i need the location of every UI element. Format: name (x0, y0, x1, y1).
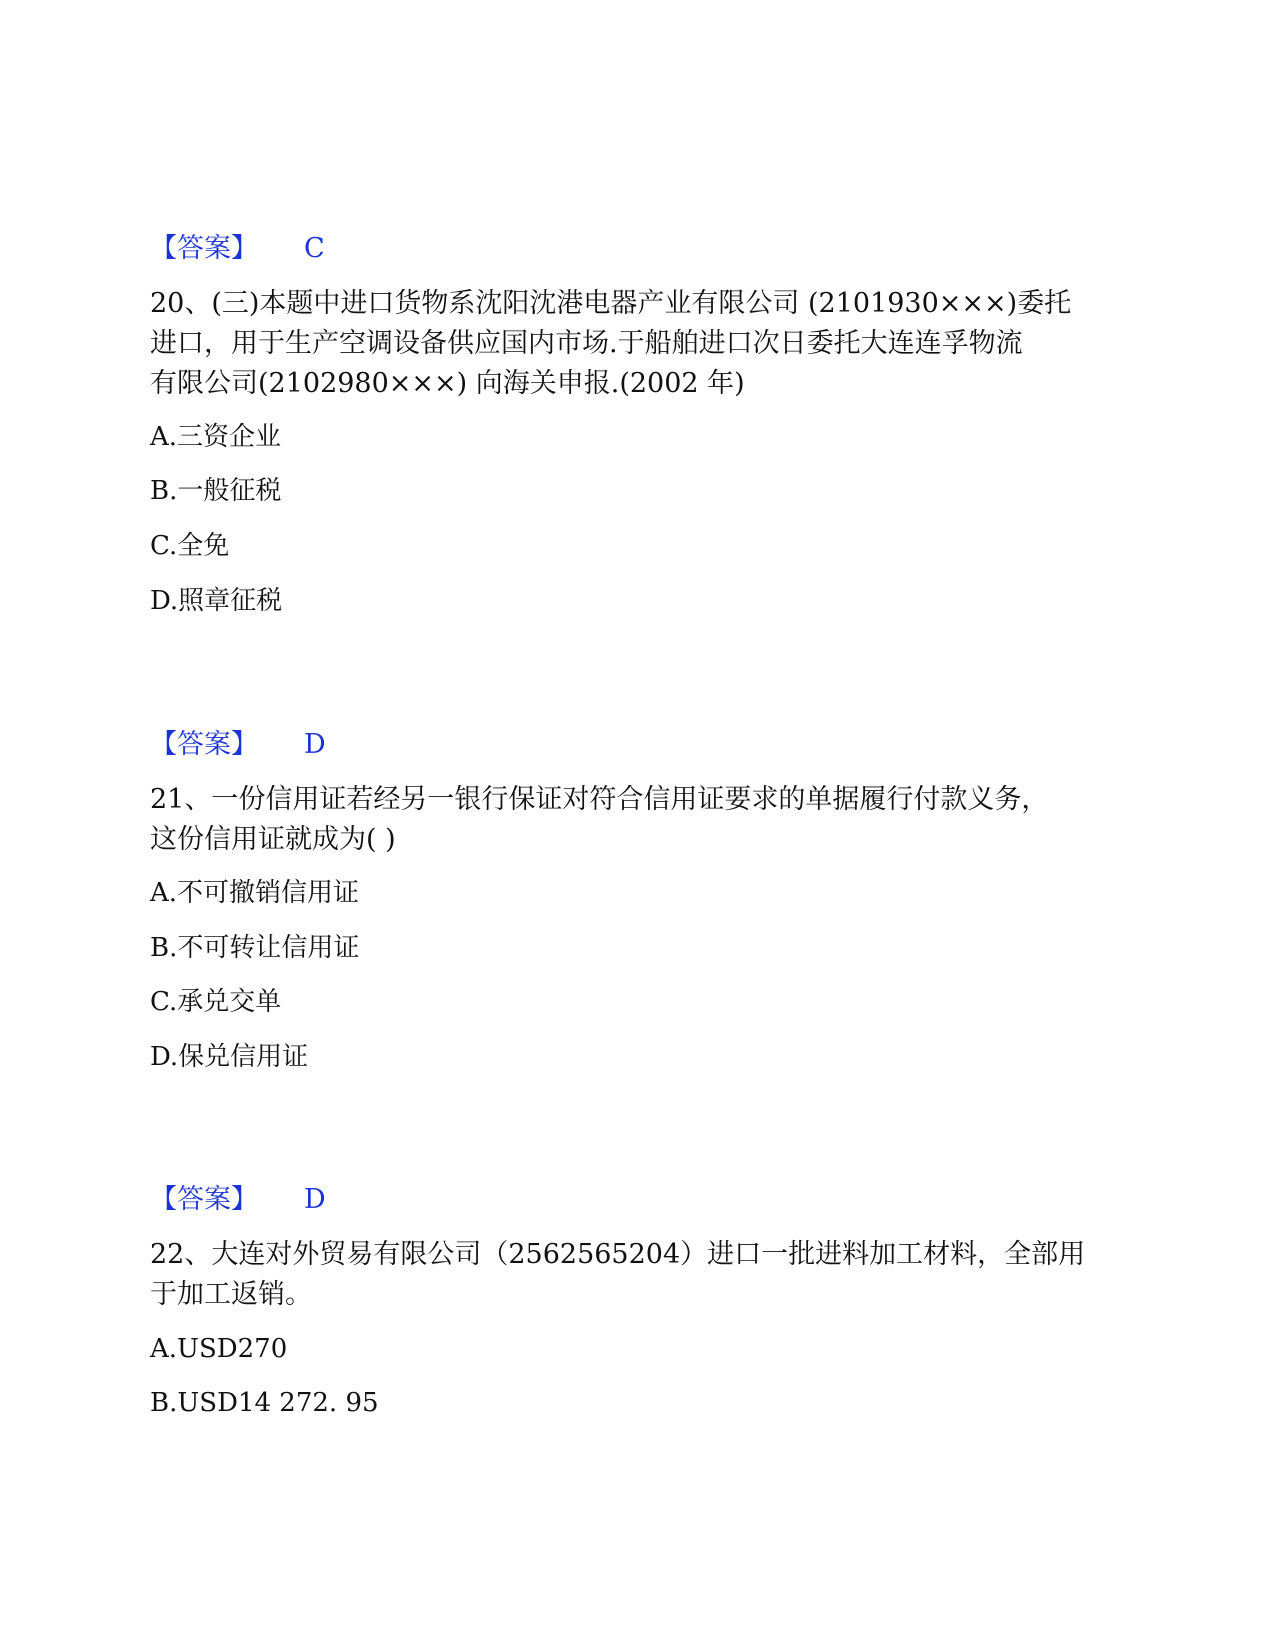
option-d: D.照章征税 (150, 586, 283, 616)
answer-value: D (304, 1184, 326, 1215)
question-20 (150, 284, 1110, 404)
option-c: C.承兑交单 (150, 987, 282, 1017)
question-line: 22、大连对外贸易有限公司（2562565204）进口一批进料加工材料，全部用 (150, 1239, 1086, 1270)
option-a: A.USD270 (150, 1334, 288, 1364)
answer-value: D (304, 729, 326, 760)
option-d: D.保兑信用证 (150, 1042, 309, 1072)
option-b: B.不可转让信用证 (150, 933, 360, 963)
question-line: 这份信用证就成为( ) (150, 824, 396, 855)
question-line: 21、一份信用证若经另一银行保证对符合信用证要求的单据履行付款义务， (150, 784, 1049, 815)
answer-label: 【答案】 (150, 729, 258, 760)
answer-label: 【答案】 (150, 1184, 258, 1215)
option-a: A.不可撤销信用证 (150, 878, 360, 908)
question-22 (150, 1235, 1110, 1315)
answer-line (150, 1183, 326, 1217)
question-line: 有限公司(2102980×××) 向海关申报.(2002 年) (150, 368, 745, 399)
option-c: C.全免 (150, 531, 230, 561)
question-21 (150, 780, 1110, 860)
question-line: 进口，用于生产空调设备供应国内市场.于船舶进口次日委托大连连孚物流 (150, 328, 1023, 359)
answer-line (150, 728, 326, 762)
option-b: B.USD14 272. 95 (150, 1388, 379, 1418)
answer-label: 【答案】 (150, 233, 258, 264)
answer-value: C (304, 233, 325, 264)
answer-line (150, 232, 325, 266)
option-a: A.三资企业 (150, 422, 282, 452)
question-line: 20、(三)本题中进口货物系沈阳沈港电器产业有限公司 (2101930×××)委托 (150, 288, 1072, 319)
option-b: B.一般征税 (150, 476, 282, 506)
question-line: 于加工返销。 (150, 1279, 312, 1310)
